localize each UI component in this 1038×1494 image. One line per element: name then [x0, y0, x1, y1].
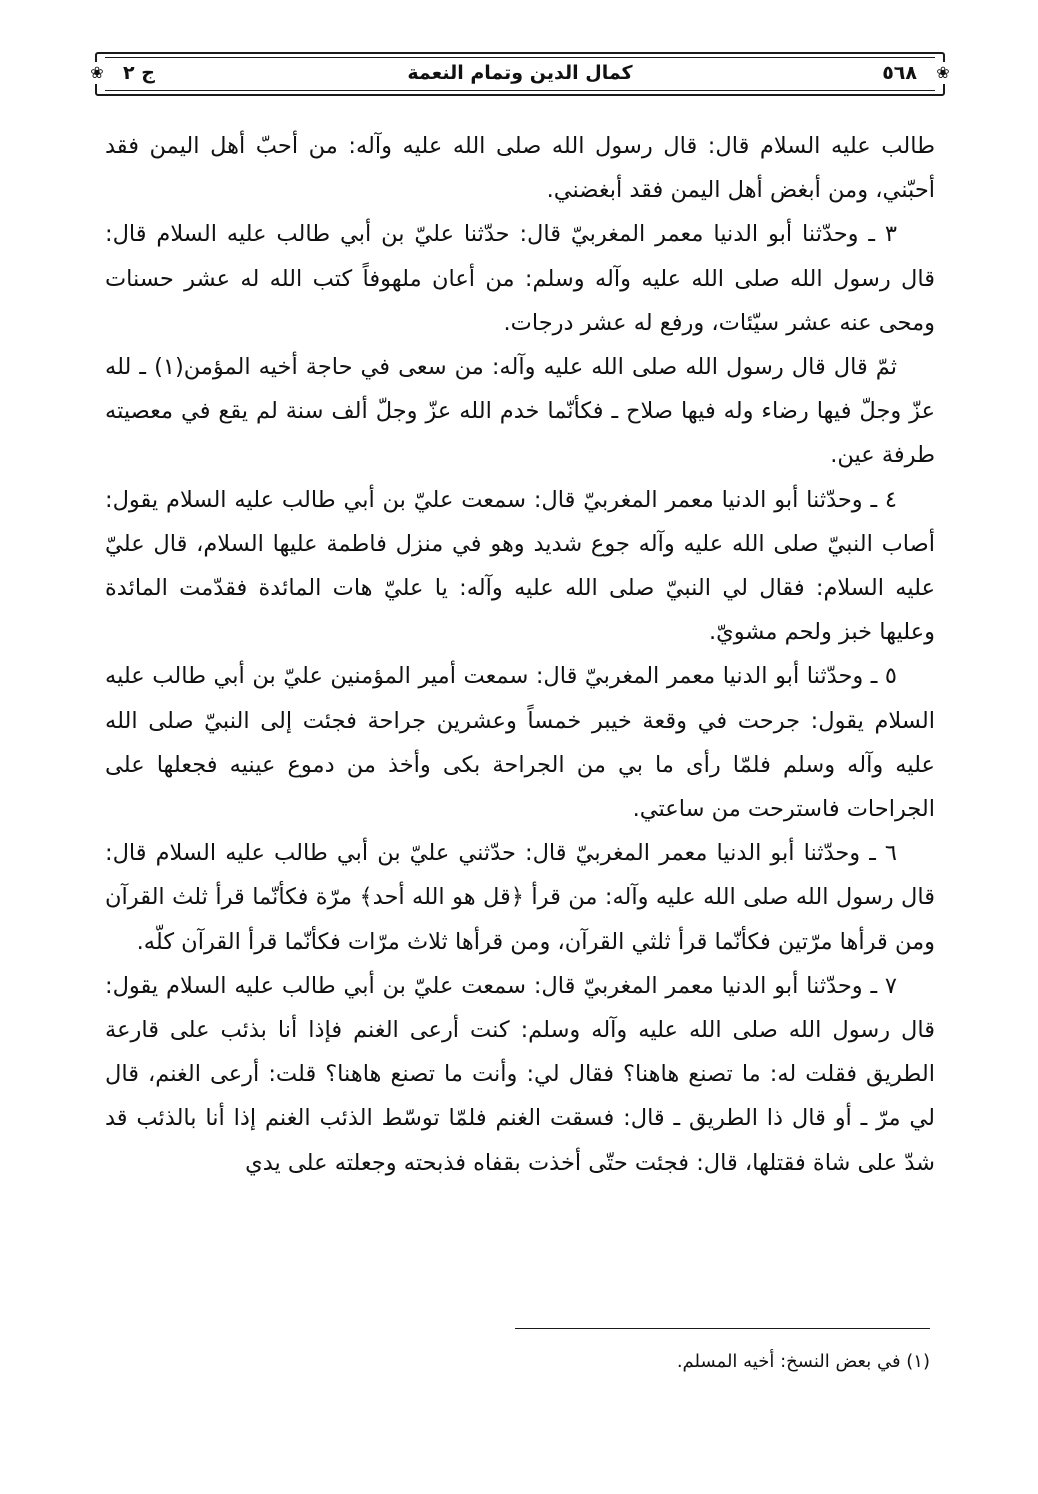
paragraph: ثمّ قال قال رسول الله صلى الله عليه وآله: من سعى في حاجة أخيه المؤمن(١) ـ لله عزّ وجلّ فيها رضاء وله فيها صلاح ـ فكأنّما خدم الله عزّ وجلّ ألف سنة لم يقع في معصيته طرفة عين.: [105, 354, 935, 469]
page-header: [90, 52, 950, 96]
paragraph: ٣ ـ وحدّثنا أبو الدنيا معمر المغربيّ قال: حدّثنا عليّ بن أبي طالب عليه السلام قال: قال رسول الله صلى الله عليه وآله وسلم: من أعان ملهوفاً كتب الله له عشر حسنات ومحى عنه عشر سيّئات، ورفع له عشر درجات.: [105, 221, 935, 336]
paragraph: ٥ ـ وحدّثنا أبو الدنيا معمر المغربيّ قال: سمعت أمير المؤمنين عليّ بن أبي طالب عليه السلام يقول: جرحت في وقعة خيبر خمساً وعشرين جراحة فجئت إلى النبيّ صلى الله عليه وآله وسلم فلمّا رأى ما بي من الجراحة بكى وأخذ من دموع عينيه فجعلها على الجراحات فاسترحت من ساعتي.: [105, 663, 935, 823]
paragraph: ٧ ـ وحدّثنا أبو الدنيا معمر المغربيّ قال: سمعت عليّ بن أبي طالب عليه السلام يقول: قال رسول الله صلى الله عليه وآله وسلم: كنت أرعى الغنم فإذا أنا بذئب على قارعة الطريق فقلت له: ما تصنع هاهنا؟ فقال لي: وأنت ما تصنع هاهنا؟ قلت: أرعى الغنم، قال لي مرّ ـ أو قال ذا الطريق ـ قال: فسقت الغنم فلمّا توسّط الذئب الغنم إذا أنا بالذئب قد شدّ على شاة فقتلها، قال: فجئت حتّى أخذت بقفاه فذبحته وجعلته على يدي: [105, 972, 935, 1176]
paragraph: طالب عليه السلام قال: قال رسول الله صلى الله عليه وآله: من أحبّ أهل اليمن فقد أحبّني، ومن أبغض أهل اليمن فقد أبغضني.: [105, 133, 935, 204]
paragraph: ٦ ـ وحدّثنا أبو الدنيا معمر المغربيّ قال: حدّثني عليّ بن أبي طالب عليه السلام قال: قال رسول الله صلى الله عليه وآله: من قرأ ﴿قل هو الله أحد﴾ مرّة فكأنّما قرأ ثلث القرآن ومن قرأها مرّتين فكأنّما قرأ ثلثي القرآن، ومن قرأها ثلاث مرّات فكأنّما قرأ القرآن كلّه.: [105, 840, 935, 955]
volume-label: ج ٢: [117, 58, 161, 88]
main-text: [105, 124, 935, 1185]
left-ornament-icon: ❀: [87, 62, 107, 84]
book-title: كمال الدين وتمام النعمة: [401, 58, 638, 88]
footnote: (١) في بعض النسخ: أخيه المسلم.: [676, 1351, 930, 1372]
page-number: ٥٦٨: [876, 58, 923, 88]
paragraph: ٤ ـ وحدّثنا أبو الدنيا معمر المغربيّ قال: سمعت عليّ بن أبي طالب عليه السلام يقول: أصاب النبيّ صلى الله عليه وآله جوع شديد وهو في منزل فاطمة عليها السلام، قال عليّ عليه السلام: فقال لي النبيّ صلى الله عليه وآله: يا عليّ هات المائدة فقدّمت المائدة وعليها خبز ولحم مشويّ.: [105, 486, 935, 646]
right-ornament-icon: ❀: [933, 62, 953, 84]
footnote-divider: [515, 1328, 930, 1329]
